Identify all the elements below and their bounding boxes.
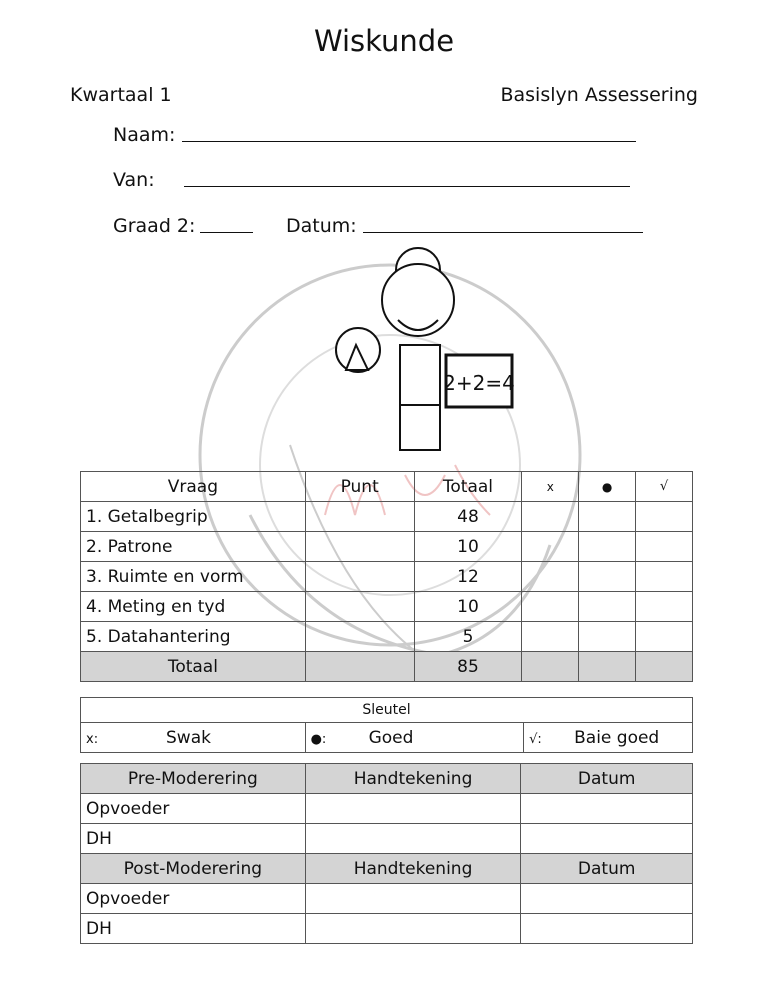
role-label: Opvoeder: [81, 794, 306, 824]
table-row: [81, 794, 693, 824]
header-weak: x: [522, 472, 579, 502]
total-cell: 10: [414, 532, 522, 562]
header-punt: Punt: [305, 472, 414, 502]
term-label: Kwartaal 1: [70, 84, 172, 106]
good-cell[interactable]: [579, 532, 636, 562]
table-row: [81, 622, 693, 652]
signature-cell[interactable]: [305, 884, 521, 914]
name-field[interactable]: [182, 141, 636, 142]
key-table: [80, 697, 693, 753]
question-label: 2. Patrone: [81, 532, 306, 562]
table-header-row: [81, 472, 693, 502]
grade-field[interactable]: [200, 232, 253, 233]
score-cell[interactable]: [305, 532, 414, 562]
score-cell[interactable]: [305, 622, 414, 652]
question-label: 5. Datahantering: [81, 622, 306, 652]
very-good-cell[interactable]: [636, 592, 693, 622]
header-very-good: √: [636, 472, 693, 502]
key-symbol: ●:: [310, 731, 327, 747]
surname-label: Van:: [113, 169, 155, 191]
key-good: [305, 723, 524, 753]
header-good: ●: [579, 472, 636, 502]
weak-cell[interactable]: [522, 622, 579, 652]
empty-cell: [579, 652, 636, 682]
weak-cell[interactable]: [522, 502, 579, 532]
total-cell: 5: [414, 622, 522, 652]
board-text: 2+2=4: [443, 371, 515, 395]
role-label: Opvoeder: [81, 884, 306, 914]
role-label: DH: [81, 914, 306, 944]
table-row: [81, 502, 693, 532]
very-good-cell[interactable]: [636, 502, 693, 532]
score-cell[interactable]: [305, 592, 414, 622]
post-moderation-label: Post-Moderering: [81, 854, 306, 884]
date-header: Datum: [521, 764, 693, 794]
role-label: DH: [81, 824, 306, 854]
total-row: [81, 652, 693, 682]
score-total-cell[interactable]: [305, 652, 414, 682]
good-cell[interactable]: [579, 622, 636, 652]
key-label: Baie goed: [574, 727, 660, 748]
signature-header: Handtekening: [305, 764, 521, 794]
weak-cell[interactable]: [522, 592, 579, 622]
total-value: 85: [414, 652, 522, 682]
header-vraag: Vraag: [81, 472, 306, 502]
table-row: [81, 592, 693, 622]
question-label: 3. Ruimte en vorm: [81, 562, 306, 592]
total-cell: 10: [414, 592, 522, 622]
question-label: 4. Meting en tyd: [81, 592, 306, 622]
signature-header: Handtekening: [305, 854, 521, 884]
key-label: Goed: [368, 727, 414, 748]
page-title: Wiskunde: [313, 24, 455, 58]
total-cell: 12: [414, 562, 522, 592]
good-cell[interactable]: [579, 502, 636, 532]
empty-cell: [636, 652, 693, 682]
date-cell[interactable]: [521, 884, 693, 914]
table-row: [81, 824, 693, 854]
table-row: [81, 914, 693, 944]
good-cell[interactable]: [579, 592, 636, 622]
girl-illustration: [318, 245, 518, 460]
signature-cell[interactable]: [305, 914, 521, 944]
key-weak: [81, 723, 306, 753]
very-good-cell[interactable]: [636, 562, 693, 592]
good-cell[interactable]: [579, 562, 636, 592]
header-totaal: Totaal: [414, 472, 522, 502]
post-moderation-header: [81, 854, 693, 884]
score-cell[interactable]: [305, 562, 414, 592]
very-good-cell[interactable]: [636, 622, 693, 652]
grade-label: Graad 2:: [113, 215, 196, 237]
weak-cell[interactable]: [522, 562, 579, 592]
name-label: Naam:: [113, 124, 176, 146]
key-symbol: √:: [529, 731, 542, 747]
key-title: Sleutel: [81, 698, 693, 723]
date-cell[interactable]: [521, 824, 693, 854]
score-cell[interactable]: [305, 502, 414, 532]
very-good-cell[interactable]: [636, 532, 693, 562]
signature-cell[interactable]: [305, 794, 521, 824]
total-label: Totaal: [81, 652, 306, 682]
date-cell[interactable]: [521, 914, 693, 944]
table-row: [81, 884, 693, 914]
surname-field[interactable]: [184, 186, 630, 187]
signature-cell[interactable]: [305, 824, 521, 854]
key-symbol: x:: [86, 731, 99, 747]
key-very-good: [524, 723, 693, 753]
date-header: Datum: [521, 854, 693, 884]
date-cell[interactable]: [521, 794, 693, 824]
date-field[interactable]: [363, 232, 643, 233]
table-row: [81, 532, 693, 562]
marks-table: [80, 471, 693, 682]
assessment-label: Basislyn Assessering: [500, 84, 698, 106]
pre-moderation-header: [81, 764, 693, 794]
table-row: [81, 562, 693, 592]
date-label: Datum:: [286, 215, 357, 237]
weak-cell[interactable]: [522, 532, 579, 562]
key-row: [81, 723, 693, 753]
key-label: Swak: [166, 727, 211, 748]
question-label: 1. Getalbegrip: [81, 502, 306, 532]
empty-cell: [522, 652, 579, 682]
total-cell: 48: [414, 502, 522, 532]
pre-moderation-label: Pre-Moderering: [81, 764, 306, 794]
moderation-table: [80, 763, 693, 944]
